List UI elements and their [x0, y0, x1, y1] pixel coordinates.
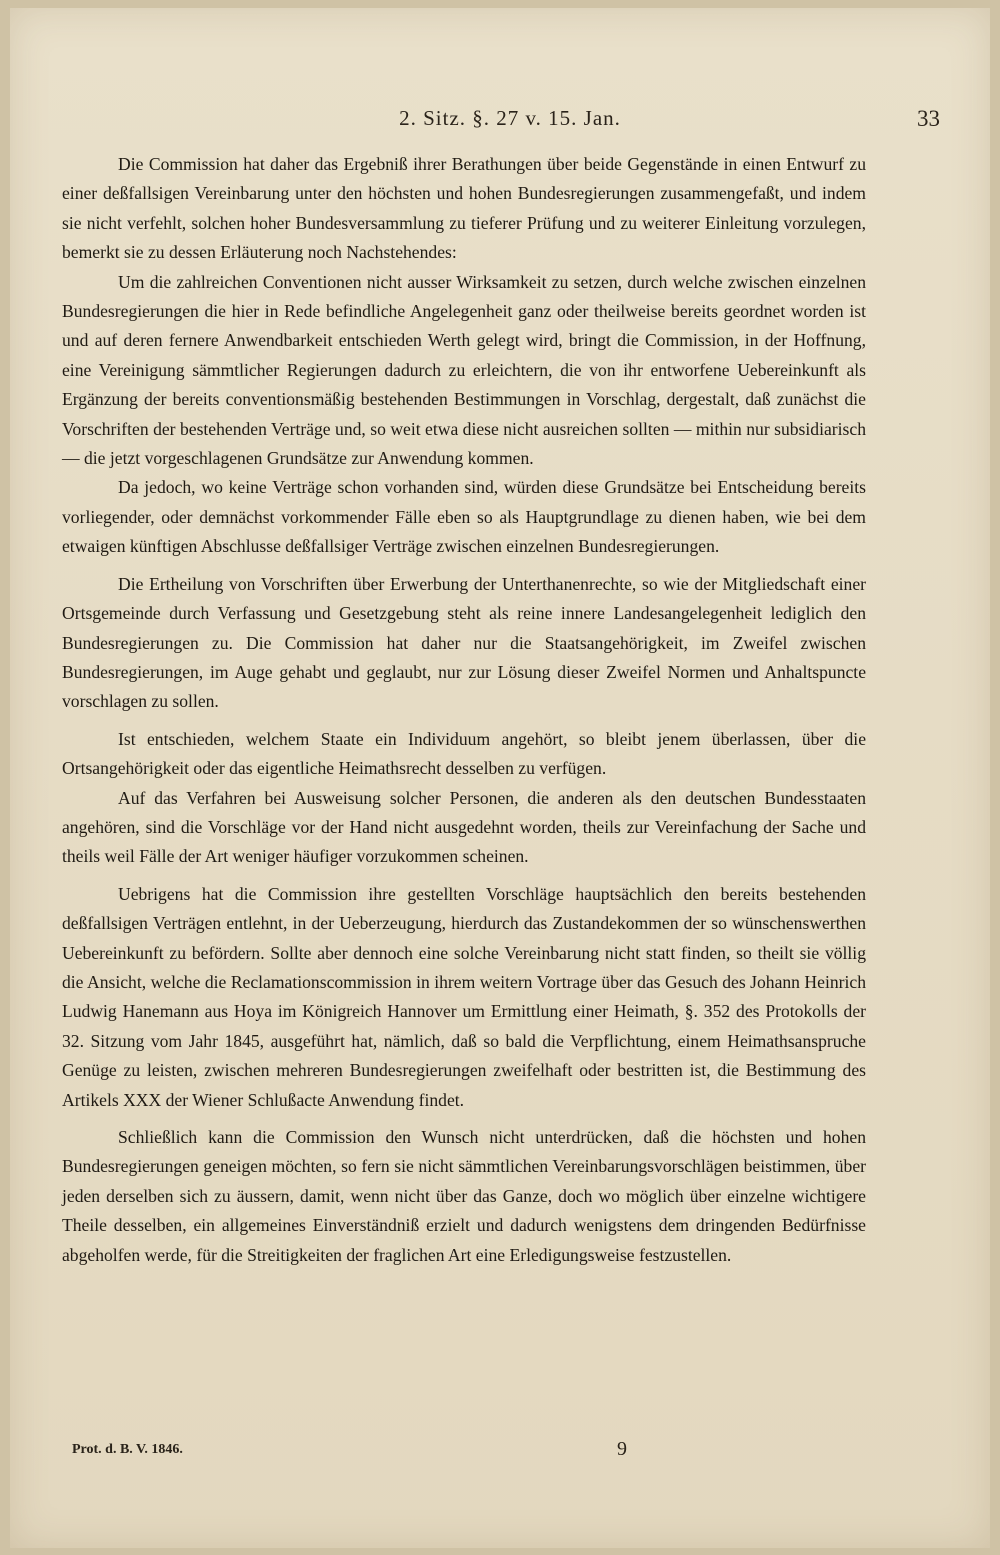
page-header-title: 2. Sitz. §. 27 v. 15. Jan.	[399, 106, 621, 130]
paragraph-2: Um die zahlreichen Conventionen nicht ausser Wirksamkeit zu setzen, durch welche zwischen einzelnen Bundesregierungen die hier in Rede befindliche Angelegenheit ganz oder theilweise bereits geordnet worden ist und auf deren fernere Anwendbarkeit entschieden Werth gelegt wird, bringt die Commission, in der Hoffnung, eine Vereinigung sämmtlicher Regierungen dadurch zu erleichtern, die von ihr entworfene Uebereinkunft als Ergänzung der bereits conventionsmäßig bestehenden Bestimmungen in Vorschlag, dergestalt, daß zunächst die Vorschriften der bestehenden Verträge und, so weit etwa diese nicht ausreichen sollten — mithin nur subsidiarisch — die jetzt vorgeschlagenen Grundsätze zur Anwendung kommen.	[62, 271, 866, 469]
paragraph-8: Schließlich kann die Commission den Wunsch nicht unterdrücken, daß die höchsten und hohen Bundesregierungen geneigen möchten, so fern sie nicht sämmtlichen Vereinbarungsvorschlägen beistimmen, über jeden derselben sich zu äussern, damit, wenn nicht über das Ganze, doch wo möglich über einzelne wichtigere Theile desselben, ein allgemeines Einverständniß erzielt und dadurch wenigstens dem dringenden Bedürfnisse abgeholfen werde, für die Streitigkeiten der fraglichen Art eine Erledigungsweise festzustellen.	[62, 1127, 866, 1265]
page-number: 33	[917, 106, 940, 131]
printer-signature: Prot. d. B. V. 1846.	[72, 1442, 183, 1457]
document-page	[10, 8, 990, 1548]
paragraph-3: Da jedoch, wo keine Verträge schon vorhanden sind, würden diese Grundsätze bei Entscheidung bereits vorliegender, oder demnächst vorkommender Fälle eben so als Hauptgrundlage zu dienen haben, wie bei dem etwaigen künftigen Abschlusse deßfallsiger Verträge zwischen einzelnen Bundesregierungen.	[62, 477, 866, 557]
page-footer	[72, 1436, 932, 1466]
paragraph-6: Auf das Verfahren bei Ausweisung solcher Personen, die anderen als den deutschen Bundesstaaten angehören, sind die Vorschläge vor der Hand nicht ausgedehnt worden, theils zur Vereinfachung der Sache und theils weil Fälle der Art weniger häufiger vorzukommen scheinen.	[62, 787, 866, 867]
paragraph-7: Uebrigens hat die Commission ihre gestellten Vorschläge hauptsächlich den bereits bestehenden deßfallsigen Verträgen entlehnt, in der Ueberzeugung, hierdurch das Zustandekommen der so wünschenswerthen Uebereinkunft zu befördern. Sollte aber dennoch eine solche Vereinbarung nicht statt finden, so theilt sie völlig die Ansicht, welche die Reclamationscommission in ihrem weitern Vortrage über das Gesuch des Johann Heinrich Ludwig Hanemann aus Hoya im Königreich Hannover um Ermittlung einer Heimath, §. 352 des Protokolls der 32. Sitzung vom Jahr 1845, ausgeführt hat, nämlich, daß so bald die Verpflichtung, einem Heimathsanspruche Genüge zu leisten, zwischen mehreren Bundesregierungen zweifelhaft oder bestritten ist, die Bestimmung des Artikels XXX der Wiener Schlußacte Anwendung findet.	[62, 883, 866, 1110]
paragraph-1: Die Commission hat daher das Ergebniß ihrer Berathungen über beide Gegenstände in einen Entwurf zu einer deßfallsigen Vereinbarung unter den höchsten und hohen Bundesregierungen zusammengefaßt, und indem sie nicht verfehlt, solchen hoher Bundesversammlung zu tieferer Prüfung und zu weiterer Einleitung vorzulegen, bemerkt sie zu dessen Erläuterung noch Nachstehendes:	[62, 154, 866, 263]
body-text	[62, 150, 866, 1270]
running-head	[70, 100, 950, 136]
paragraph-5: Ist entschieden, welchem Staate ein Individuum angehört, so bleibt jenem überlassen, über die Ortsangehörigkeit oder das eigentliche Heimathsrecht desselben zu verfügen.	[62, 728, 866, 779]
sheet-number: 9	[617, 1438, 627, 1460]
paragraph-4: Die Ertheilung von Vorschriften über Erwerbung der Unterthanenrechte, so wie der Mitgliedschaft einer Ortsgemeinde durch Verfassung und Gesetzgebung steht als reine innere Landesangelegenheit lediglich den Bundesregierungen zu. Die Commission hat daher nur die Staatsangehörigkeit, im Zweifel zwischen Bundesregierungen, im Auge gehabt und geglaubt, nur zur Lösung dieser Zweifel Normen und Anhaltspuncte vorschlagen zu sollen.	[62, 573, 866, 712]
